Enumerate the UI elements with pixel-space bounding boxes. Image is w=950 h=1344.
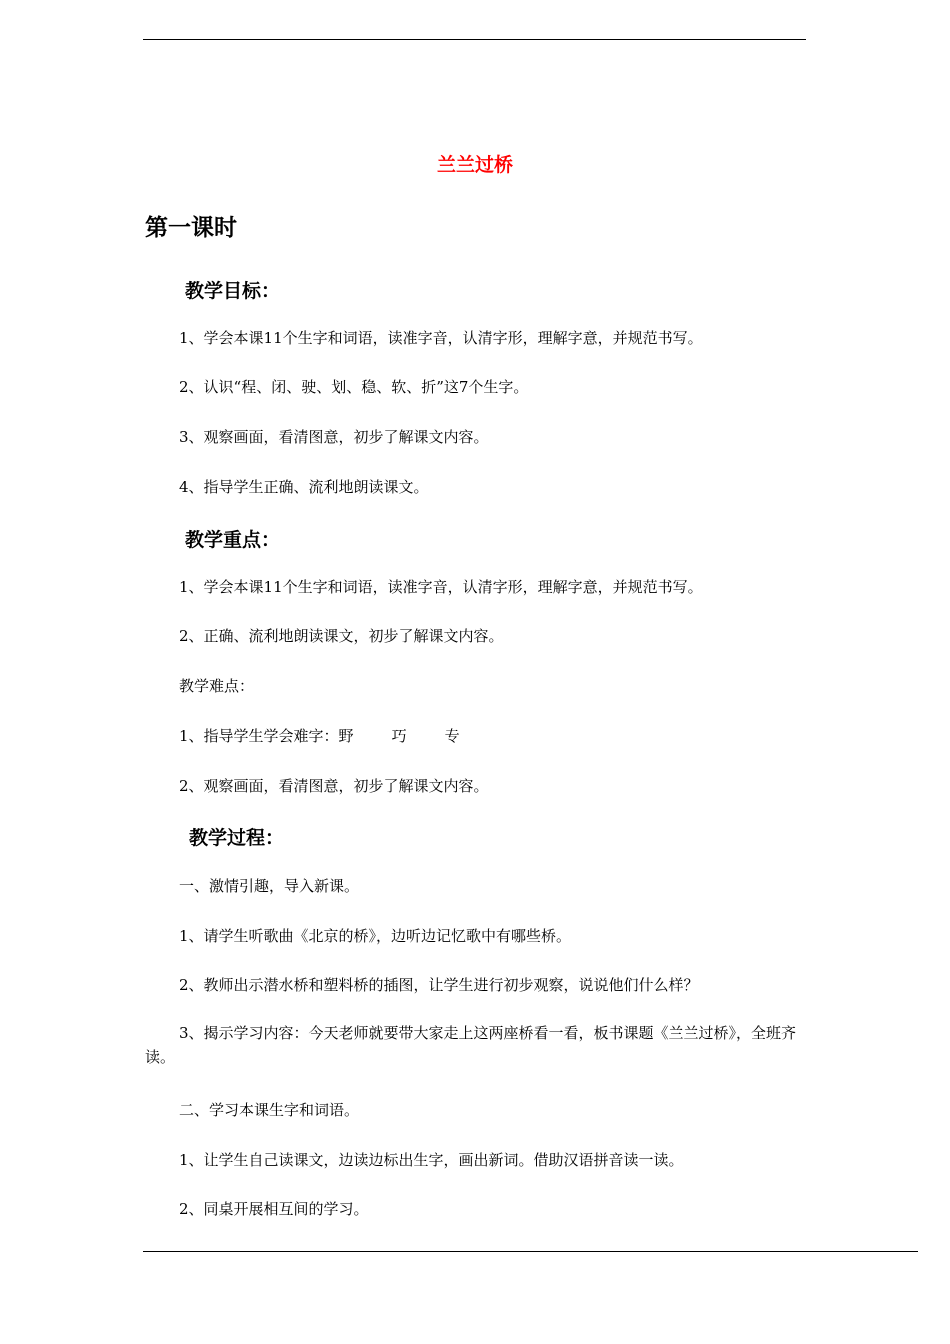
key-point-item-2: 2、正确、流利地朗读课文，初步了解课文内容。 <box>179 627 504 645</box>
key-points-heading: 教学重点： <box>185 529 281 551</box>
objective-item-2: 2、认识“程、闭、驶、划、稳、软、折”这7个生字。 <box>179 378 529 396</box>
lesson-heading: 第一课时 <box>145 214 237 241</box>
process-section-2: 二、学习本课生字和词语。 <box>179 1101 360 1119</box>
process-s2-item-2: 2、同桌开展相互间的学习。 <box>179 1200 369 1218</box>
difficulties-heading: 教学难点： <box>179 677 255 695</box>
difficulty-item-1-prefix: 1、指导学生学会难字： <box>179 727 339 745</box>
header-rule <box>143 39 806 40</box>
objective-item-1: 1、学会本课11个生字和词语，读准字音，认清字形，理解字意，并规范书写。 <box>179 329 703 347</box>
difficulty-item-2: 2、观察画面，看清图意，初步了解课文内容。 <box>179 777 489 795</box>
hard-char: 巧 <box>391 727 407 745</box>
key-point-item-1: 1、学会本课11个生字和词语，读准字音，认清字形，理解字意，并规范书写。 <box>179 578 703 596</box>
objective-item-3: 3、观察画面，看清图意，初步了解课文内容。 <box>179 428 489 446</box>
process-heading: 教学过程： <box>189 827 285 849</box>
process-s1-item-2: 2、教师出示潜水桥和塑料桥的插图，让学生进行初步观察，说说他们什么样？ <box>179 976 699 994</box>
objective-item-4: 4、指导学生正确、流利地朗读课文。 <box>179 478 429 496</box>
process-section-1: 一、激情引趣，导入新课。 <box>179 877 360 895</box>
objectives-heading: 教学目标： <box>185 280 281 302</box>
process-s1-item-3: 3、揭示学习内容：今天老师就要带大家走上这两座桥看一看，板书课题《兰兰过桥》，全班齐读。 <box>145 1024 797 1066</box>
difficulty-item-1 <box>179 725 498 746</box>
footer-rule <box>143 1251 918 1252</box>
process-s2-item-1: 1、让学生自己读课文，边读边标出生字，画出新词。借助汉语拼音读一读。 <box>179 1151 684 1169</box>
process-s1-item-1: 1、请学生听歌曲《北京的桥》，边听边记忆歌中有哪些桥。 <box>179 927 572 945</box>
document-title: 兰兰过桥 <box>436 154 513 176</box>
hard-char: 野 <box>338 727 354 745</box>
hard-char: 专 <box>444 727 460 745</box>
